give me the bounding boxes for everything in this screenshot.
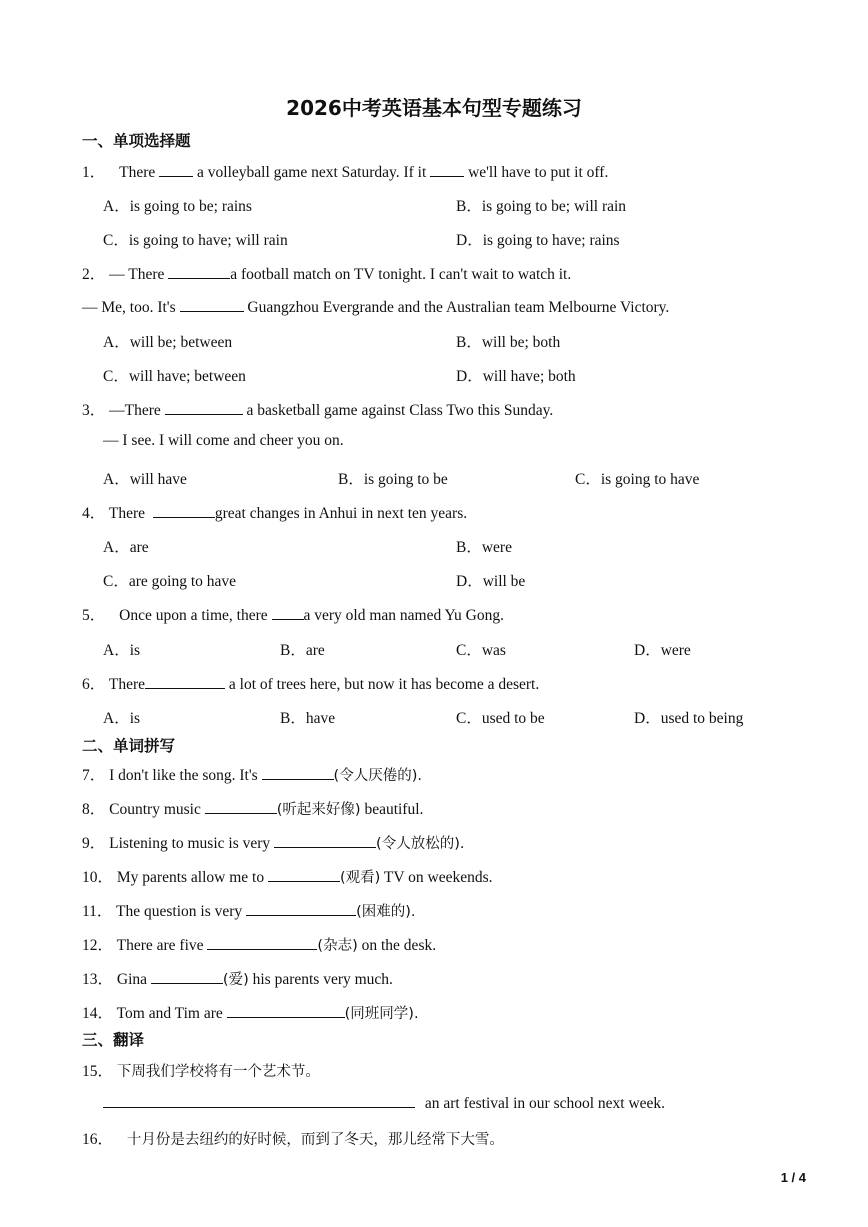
question-number: 13． [82, 971, 114, 988]
answer-blank[interactable] [227, 1003, 345, 1018]
question-text: There are five [116, 937, 204, 954]
option-a[interactable]: A．will be; between [103, 334, 233, 351]
hint-text: (观看) [340, 870, 381, 886]
question-number: 9． [82, 835, 106, 852]
answer-blank [430, 162, 464, 177]
question-text: Guangzhou Evergrande and the Australian team Melbourne Victory. [247, 299, 670, 316]
question-16 [82, 1127, 504, 1149]
option-b[interactable]: B．will be; both [456, 334, 561, 351]
option-c[interactable]: C．are going to have [103, 573, 237, 590]
question-7 [82, 763, 422, 785]
question-text: There [108, 505, 146, 522]
question-number: 4． [82, 505, 106, 522]
question-14 [82, 1001, 419, 1023]
question-text: — Me, too. It's [82, 299, 176, 316]
question-number: 11． [82, 903, 113, 920]
question-text: great changes in Anhui in next ten years. [214, 505, 468, 522]
hint-text: (令人放松的). [376, 836, 465, 852]
option-c[interactable]: C．is going to have [575, 471, 700, 488]
question-6 [82, 672, 539, 694]
answer-blank [159, 162, 193, 177]
chinese-sentence: 下周我们学校将有一个艺术节。 [116, 1064, 320, 1080]
question-text: his parents very much. [248, 971, 393, 988]
option-c[interactable]: C．used to be [456, 710, 545, 727]
section-heading-translation: 三、翻译 [82, 1031, 145, 1049]
section-heading-spelling: 二、单词拼写 [82, 737, 176, 755]
question-text: I don't like the song. It's [109, 767, 258, 784]
question-text: we'll have to put it off. [468, 164, 609, 181]
question-text: There [119, 164, 156, 181]
answer-blank[interactable] [205, 799, 277, 814]
question-number: 12． [82, 937, 114, 954]
option-a[interactable]: A．is going to be; rains [103, 198, 252, 215]
option-b[interactable]: B．is going to be [338, 471, 448, 488]
answer-blank[interactable] [268, 867, 340, 882]
question-text: Listening to music is very [109, 835, 271, 852]
option-d[interactable]: D．were [634, 642, 691, 659]
question-text: There [108, 676, 146, 693]
question-text: a basketball game against Class Two this Sunday. [246, 402, 554, 419]
option-d[interactable]: D．will have; both [456, 368, 576, 385]
hint-text: (同班同学). [344, 1006, 419, 1022]
answer-blank[interactable] [151, 969, 223, 984]
option-c[interactable]: C．will have; between [103, 368, 246, 385]
question-number: 5． [82, 607, 106, 624]
chinese-sentence: 十月份是去纽约的好时候，而到了冬天，那儿经常下大雪。 [126, 1132, 504, 1148]
answer-blank[interactable] [246, 901, 356, 916]
question-13 [82, 967, 393, 989]
question-text: a lot of trees here, but now it has become a desert. [228, 676, 540, 693]
answer-blank [272, 605, 304, 620]
question-number: 2． [82, 266, 106, 283]
answer-blank [145, 674, 225, 689]
question-number: 14． [82, 1005, 114, 1022]
question-text: Country music [109, 801, 201, 818]
option-b[interactable]: B．were [456, 539, 512, 556]
question-number: 6． [82, 676, 106, 693]
question-text: — There [109, 266, 165, 283]
question-text: —There [109, 402, 161, 419]
question-8 [82, 797, 423, 819]
question-text: a football match on TV tonight. I can't wait to watch it. [230, 266, 572, 283]
question-15 [82, 1059, 320, 1081]
question-number: 3． [82, 402, 106, 419]
question-text: The question is very [116, 903, 243, 920]
question-15-answer-line [103, 1093, 665, 1113]
question-text: TV on weekends. [380, 869, 493, 886]
question-9 [82, 831, 464, 853]
page-title: 2026中考英语基本句型专题练习 [286, 96, 582, 120]
hint-text: (杂志) [317, 938, 358, 954]
option-a[interactable]: A．is [103, 710, 141, 727]
answer-blank[interactable] [103, 1093, 415, 1108]
answer-blank[interactable] [207, 935, 317, 950]
question-text: a very old man named Yu Gong. [303, 607, 504, 624]
hint-text: (困难的). [356, 904, 416, 920]
option-a[interactable]: A．is [103, 642, 141, 659]
question-5 [82, 603, 504, 625]
option-d[interactable]: D．is going to have; rains [456, 232, 620, 249]
hint-text: (听起来好像) [276, 802, 361, 818]
question-text: a volleyball game next Saturday. If it [197, 164, 427, 181]
option-b[interactable]: B．have [280, 710, 336, 727]
question-4 [82, 501, 467, 523]
answer-blank [168, 264, 230, 279]
question-2 [82, 262, 571, 284]
question-text: My parents allow me to [116, 869, 265, 886]
question-text: on the desk. [357, 937, 437, 954]
option-d[interactable]: D．will be [456, 573, 526, 590]
answer-blank [180, 297, 244, 312]
question-number: 16． [82, 1131, 114, 1148]
question-1 [82, 160, 608, 182]
option-d[interactable]: D．used to being [634, 710, 744, 727]
page-number: 1 / 4 [780, 1170, 806, 1185]
question-10 [82, 865, 493, 887]
hint-text: (爱) [222, 972, 249, 988]
question-2-line-2 [82, 297, 669, 317]
question-number: 8． [82, 801, 106, 818]
option-b[interactable]: B．are [280, 642, 325, 659]
answer-blank[interactable] [274, 833, 376, 848]
option-c[interactable]: C．was [456, 642, 506, 659]
answer-blank[interactable] [262, 765, 334, 780]
answer-blank [153, 503, 215, 518]
question-3-line-2: — I see. I will come and cheer you on. [103, 432, 344, 449]
question-11 [82, 899, 416, 921]
section-heading-single-choice: 一、单项选择题 [82, 132, 191, 150]
question-3 [82, 398, 553, 420]
question-text: an art festival in our school next week. [424, 1095, 666, 1112]
question-number: 7． [82, 767, 106, 784]
question-text: Tom and Tim are [116, 1005, 223, 1022]
option-b[interactable]: B．is going to be; will rain [456, 198, 627, 215]
option-a[interactable]: A．will have [103, 471, 187, 488]
option-a[interactable]: A．are [103, 539, 149, 556]
question-number: 1． [82, 164, 106, 181]
question-12 [82, 933, 436, 955]
question-number: 10． [82, 869, 114, 886]
question-number: 15． [82, 1063, 114, 1080]
answer-blank [165, 400, 243, 415]
question-text: Once upon a time, there [119, 607, 268, 624]
question-text: beautiful. [360, 801, 424, 818]
hint-text: (令人厌倦的). [333, 768, 422, 784]
option-c[interactable]: C．is going to have; will rain [103, 232, 288, 249]
question-text: Gina [116, 971, 148, 988]
